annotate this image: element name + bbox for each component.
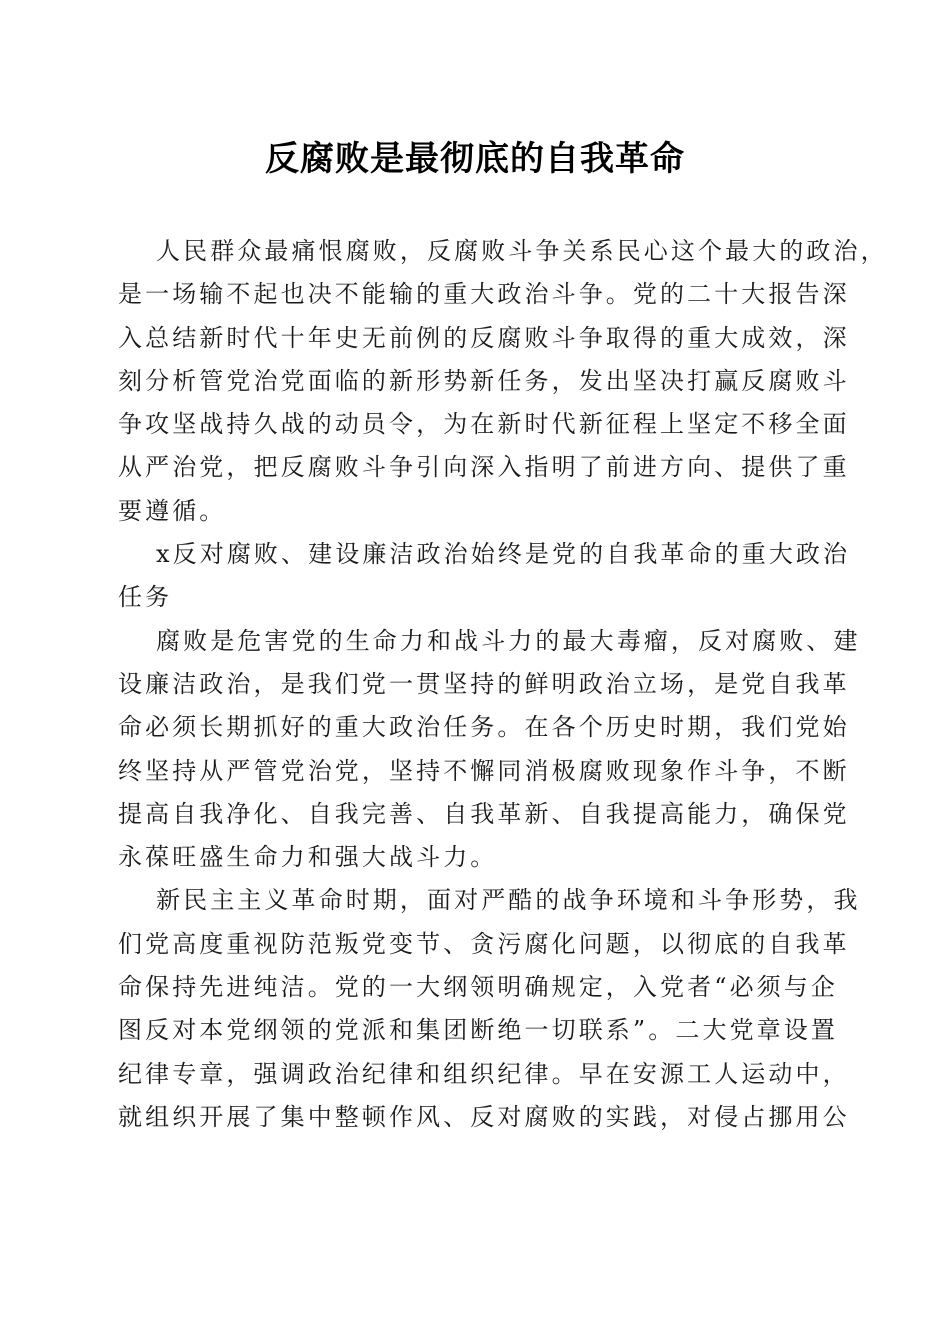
text-line: 刻分析管党治党面临的新形势新任务，发出坚决打赢反腐败斗 (118, 366, 850, 395)
text-line: 任务 (118, 583, 173, 612)
paragraph-2 (118, 620, 861, 880)
text-line: 人民群众最痛恨腐败，反腐败斗争关系民心这个最大的政治， (156, 237, 888, 265)
section-heading (118, 533, 851, 620)
text-line: 新民主主义革命时期，面对严酷的战争环境和斗争形势，我 (156, 886, 861, 915)
paragraph-3 (118, 879, 861, 1139)
text-line: 是一场输不起也决不能输的重大政治斗争。党的二十大报告深 (118, 280, 850, 309)
text-line: 提高自我净化、自我完善、自我革新、自我提高能力，确保党 (118, 799, 850, 828)
text-line: 就组织开展了集中整顿作风、反对腐败的实践，对侵占挪用公 (118, 1102, 850, 1131)
text-line: 入总结新时代十年史无前例的反腐败斗争取得的重大成效，深 (118, 323, 850, 352)
text-line: 们党高度重视防范叛党变节、贪污腐化问题，以彻底的自我革 (118, 929, 850, 958)
text-line: 纪律专章，强调政治纪律和组织纪律。早在安源工人运动中， (118, 1059, 850, 1088)
text-line: 从严治党，把反腐败斗争引向深入指明了前进方向、提供了重 (118, 453, 850, 482)
text-line: x反对腐败、建设廉洁政治始终是党的自我革命的重大政治 (156, 540, 851, 569)
text-line: 命保持先进纯洁。党的一大纲领明确规定，入党者“必须与企 (118, 973, 838, 1002)
paragraph-1 (118, 230, 888, 533)
text-line: 争攻坚战持久战的动员令，为在新时代新征程上坚定不移全面 (118, 410, 850, 439)
text-line: 终坚持从严管党治党，坚持不懈同消极腐败现象作斗争，不断 (118, 756, 850, 785)
text-line: 腐败是危害党的生命力和战斗力的最大毒瘤，反对腐败、建 (156, 626, 861, 655)
document-title: 反腐败是最彻底的自我革命 (265, 139, 685, 179)
text-line: 设廉洁政治，是我们党一贯坚持的鲜明政治立场，是党自我革 (118, 669, 850, 698)
document-body (118, 230, 888, 1139)
text-line: 永葆旺盛生命力和强大战斗力。 (118, 843, 498, 872)
text-line: 图反对本党纲领的党派和集团断绝一切联系”。二大党章设置 (118, 1016, 838, 1045)
text-line: 命必须长期抓好的重大政治任务。在各个历史时期，我们党始 (118, 713, 850, 742)
text-line: 要遵循。 (118, 496, 227, 525)
